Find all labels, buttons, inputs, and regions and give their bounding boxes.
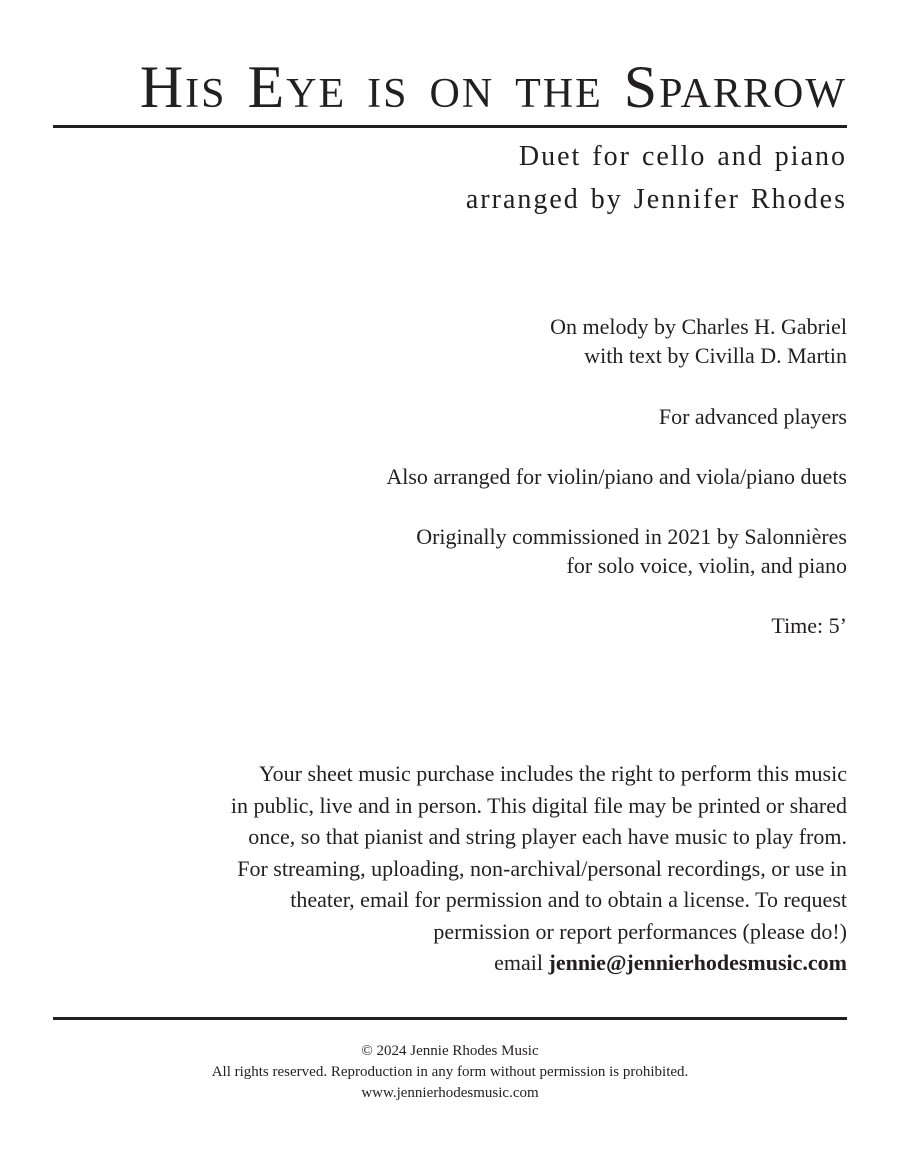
copyright-notice: © 2024 Jennie Rhodes Music [361, 1043, 539, 1059]
other-arrangements: Also arranged for violin/piano and viola/piano duets [386, 464, 847, 489]
email-link[interactable]: jennie@jennierhodesmusic.com [548, 950, 847, 975]
license-line: For streaming, uploading, non-archival/personal recordings, or use in [237, 855, 847, 881]
title-divider [53, 125, 847, 128]
difficulty-level: For advanced players [658, 404, 847, 429]
license-line: theater, email for permission and to obtain a license. To request [290, 887, 847, 912]
license-line: Your sheet music purchase includes the right to perform this music [259, 761, 847, 786]
footer-divider [53, 1017, 847, 1020]
license-notice [231, 758, 847, 979]
duration: Time: 5’ [771, 613, 847, 638]
commission-line-1: Originally commissioned in 2021 by Salonnières [416, 524, 847, 549]
license-line: in public, live and in person. This digital file may be printed or shared [230, 792, 847, 818]
rights-notice: All rights reserved. Reproduction in any form without permission is prohibited. [211, 1064, 689, 1080]
website-link[interactable]: www.jennierhodesmusic.com [361, 1085, 539, 1101]
license-line: permission or report performances (please do!) [433, 918, 847, 944]
subtitle-line-2: arranged by Jennifer Rhodes [465, 184, 847, 215]
melody-credit: On melody by Charles H. Gabriel [550, 314, 847, 339]
commission-line-2: for solo voice, violin, and piano [566, 553, 847, 578]
license-line: once, so that pianist and string player each have music to play from. [248, 824, 847, 849]
email-prefix: email [494, 950, 543, 975]
text-credit: with text by Civilla D. Martin [584, 343, 847, 368]
page-title: His Eye is on the Sparrow [139, 54, 847, 120]
subtitle-line-1: Duet for cello and piano [518, 141, 847, 172]
email-line [231, 947, 847, 979]
footer [0, 1041, 900, 1104]
